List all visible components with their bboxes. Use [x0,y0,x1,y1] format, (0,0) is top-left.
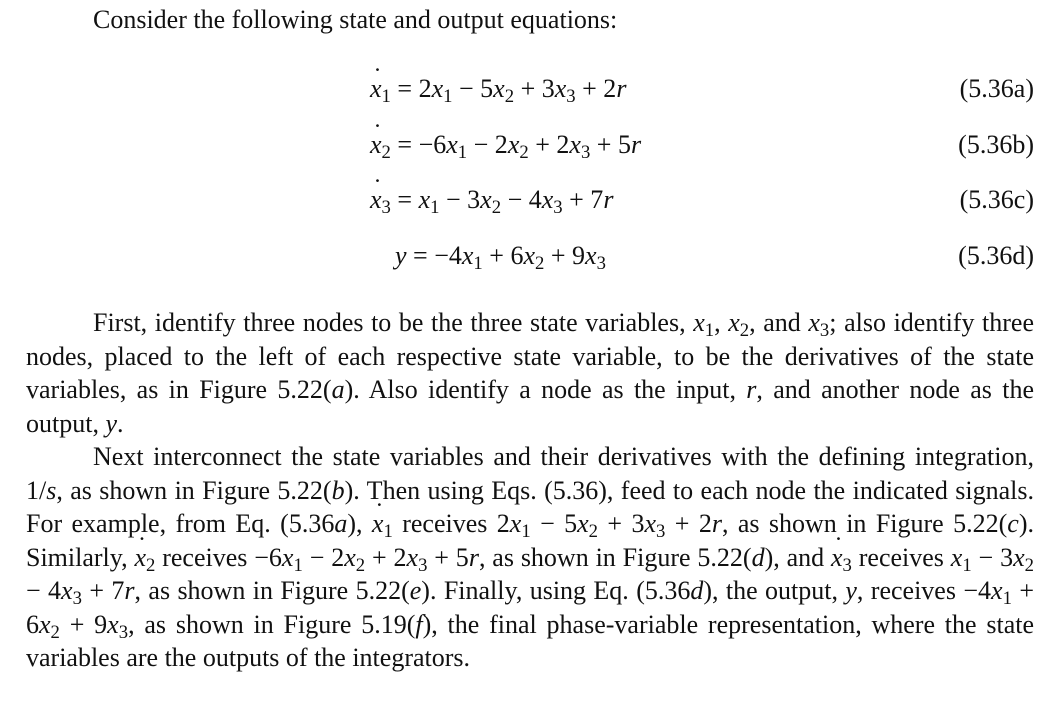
equation-row-5-36c [0,183,1051,217]
state-equation-x1: ˙ $x_1 = 2x_1 - 5x_2 + 3x_3 + 2r$ [370,72,626,106]
equation-row-5-36a [0,72,1051,106]
paragraph-identify-nodes: First, identify three nodes to be the three state variables, $x_1$, $x_2$, and $x_3$; also identify three nodes, placed to the left of each respective state variable, to be the derivatives of the state variables, as in Figure 5.22(a). Also identify a node as the input, r, and another node as the output, y. [26,308,1035,438]
state-equation-x3: ˙ $x_3 = x_1 - 3x_2 - 4x_3 + 7r$ [370,183,613,217]
equation-number: (5.36b) [958,130,1034,159]
equation-number: (5.36a) [959,74,1034,103]
equation-number: (5.36c) [959,185,1034,214]
state-equation-x2: ˙ $x_2 = -6x_1 - 2x_2 + 2x_3 + 5r$ [370,128,641,162]
paragraph-interconnect: Next interconnect the state variables and their derivatives with the defining integration, 1/s, as shown in Figure 5.22(b). Then using Eqs. (5.36), feed to each node the indicated signals. For example, from Eq. (5.36a), ˙ $x_1$ receives $2x_1 - 5x_2 + 3x_3 + 2r$, as shown in Figure 5.22(c). Similarly, ˙ $x_2$ receives $-6x_1 - 2x_2 + 2x_3 + 5r$, as shown in Figure 5.22(d), and ˙ $x_3$ receives $x_1 - 3x_2 - 4x_3 + 7r$, as shown in Figure 5.22(e). Finally, using Eq. (5.36d), the output, y, receives $-4x_1 + 6x_2 + 9x_3$, as shown in Figure 5.19(f), the final phase-variable representation, where the state variables are the outputs of the integrators. [26,440,1034,675]
equation-row-5-36b [0,128,1051,162]
output-equation-y: $y = -4x_1 + 6x_2 + 9x_3$ [395,241,606,275]
equation-number: (5.36d) [958,241,1034,270]
equation-row-5-36d [0,239,1051,273]
intro-sentence: Consider the following state and output equations: [93,5,618,34]
